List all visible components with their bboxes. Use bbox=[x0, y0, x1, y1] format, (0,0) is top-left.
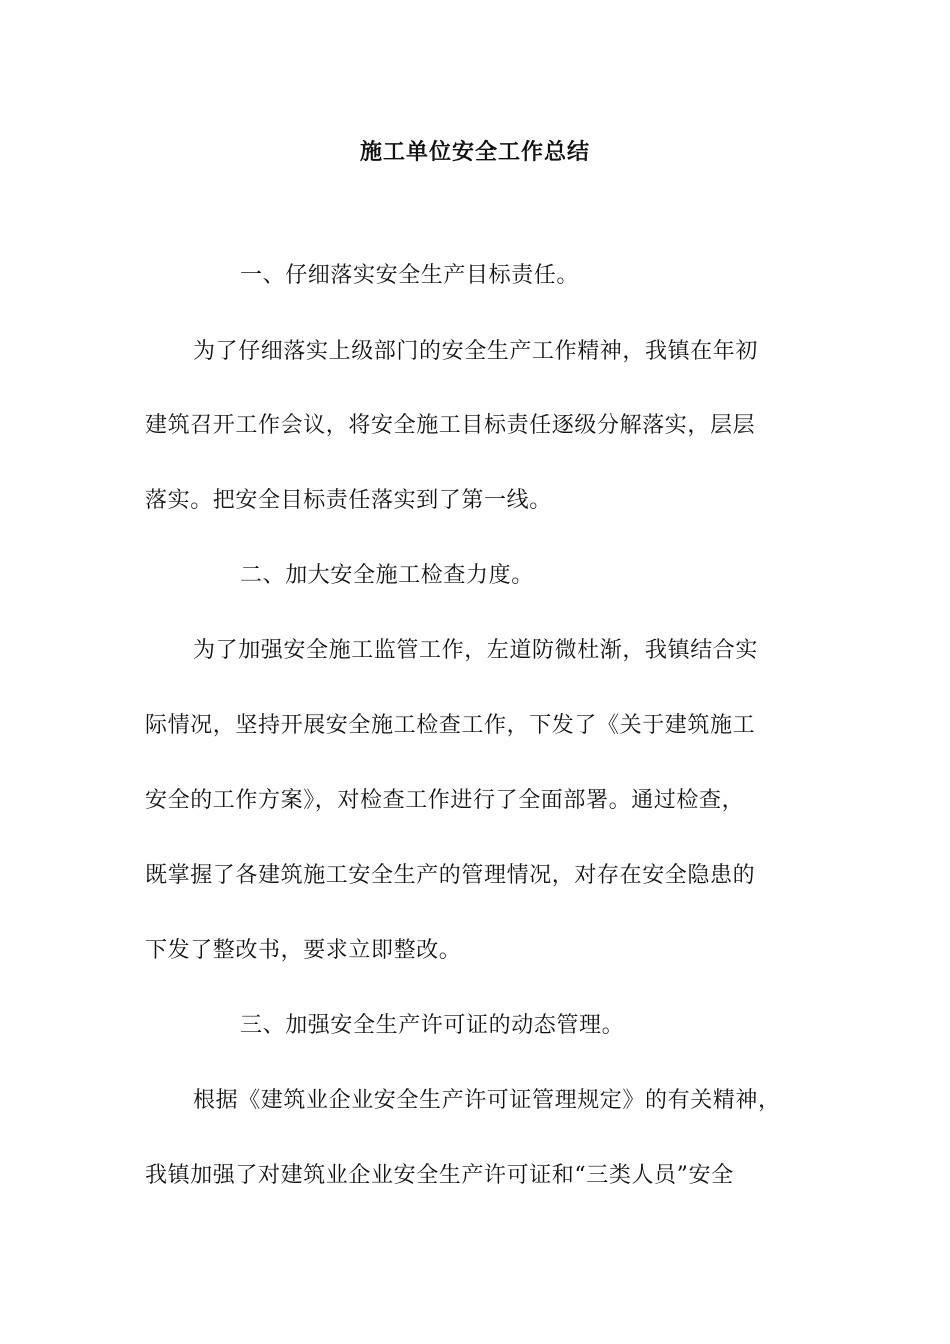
paragraph-line: 为了仔细落实上级部门的安全生产工作精神，我镇在年初 bbox=[193, 339, 759, 364]
paragraph-line: 我镇加强了对建筑业企业安全生产许可证和“三类人员”安全 bbox=[145, 1163, 734, 1188]
paragraph-line: 建筑召开工作会议，将安全施工目标责任逐级分解落实，层层 bbox=[145, 413, 756, 438]
section-heading-1: 一、仔细落实安全生产目标责任。 bbox=[240, 263, 580, 288]
paragraph-line: 落实。把安全目标责任落实到了第一线。 bbox=[145, 488, 552, 513]
section-heading-3: 三、加强安全生产许可证的动态管理。 bbox=[240, 1013, 625, 1038]
paragraph-line: 既掌握了各建筑施工安全生产的管理情况，对存在安全隐患的 bbox=[145, 863, 756, 888]
paragraph-line: 安全的工作方案》，对检查工作进行了全面部署。通过检查， bbox=[145, 788, 745, 813]
section-heading-2: 二、加大安全施工检查力度。 bbox=[240, 563, 534, 588]
paragraph-line: 为了加强安全施工监管工作，左道防微杜渐，我镇结合实 bbox=[193, 638, 759, 663]
paragraph-line: 际情况，坚持开展安全施工检查工作，下发了《关于建筑施工 bbox=[145, 713, 756, 738]
paragraph-line: 下发了整改书，要求立即整改。 bbox=[145, 938, 462, 963]
document-title: 施工单位安全工作总结 bbox=[359, 139, 590, 165]
paragraph-line: 根据《建筑业企业安全生产许可证管理规定》的有关精神， bbox=[193, 1088, 781, 1113]
